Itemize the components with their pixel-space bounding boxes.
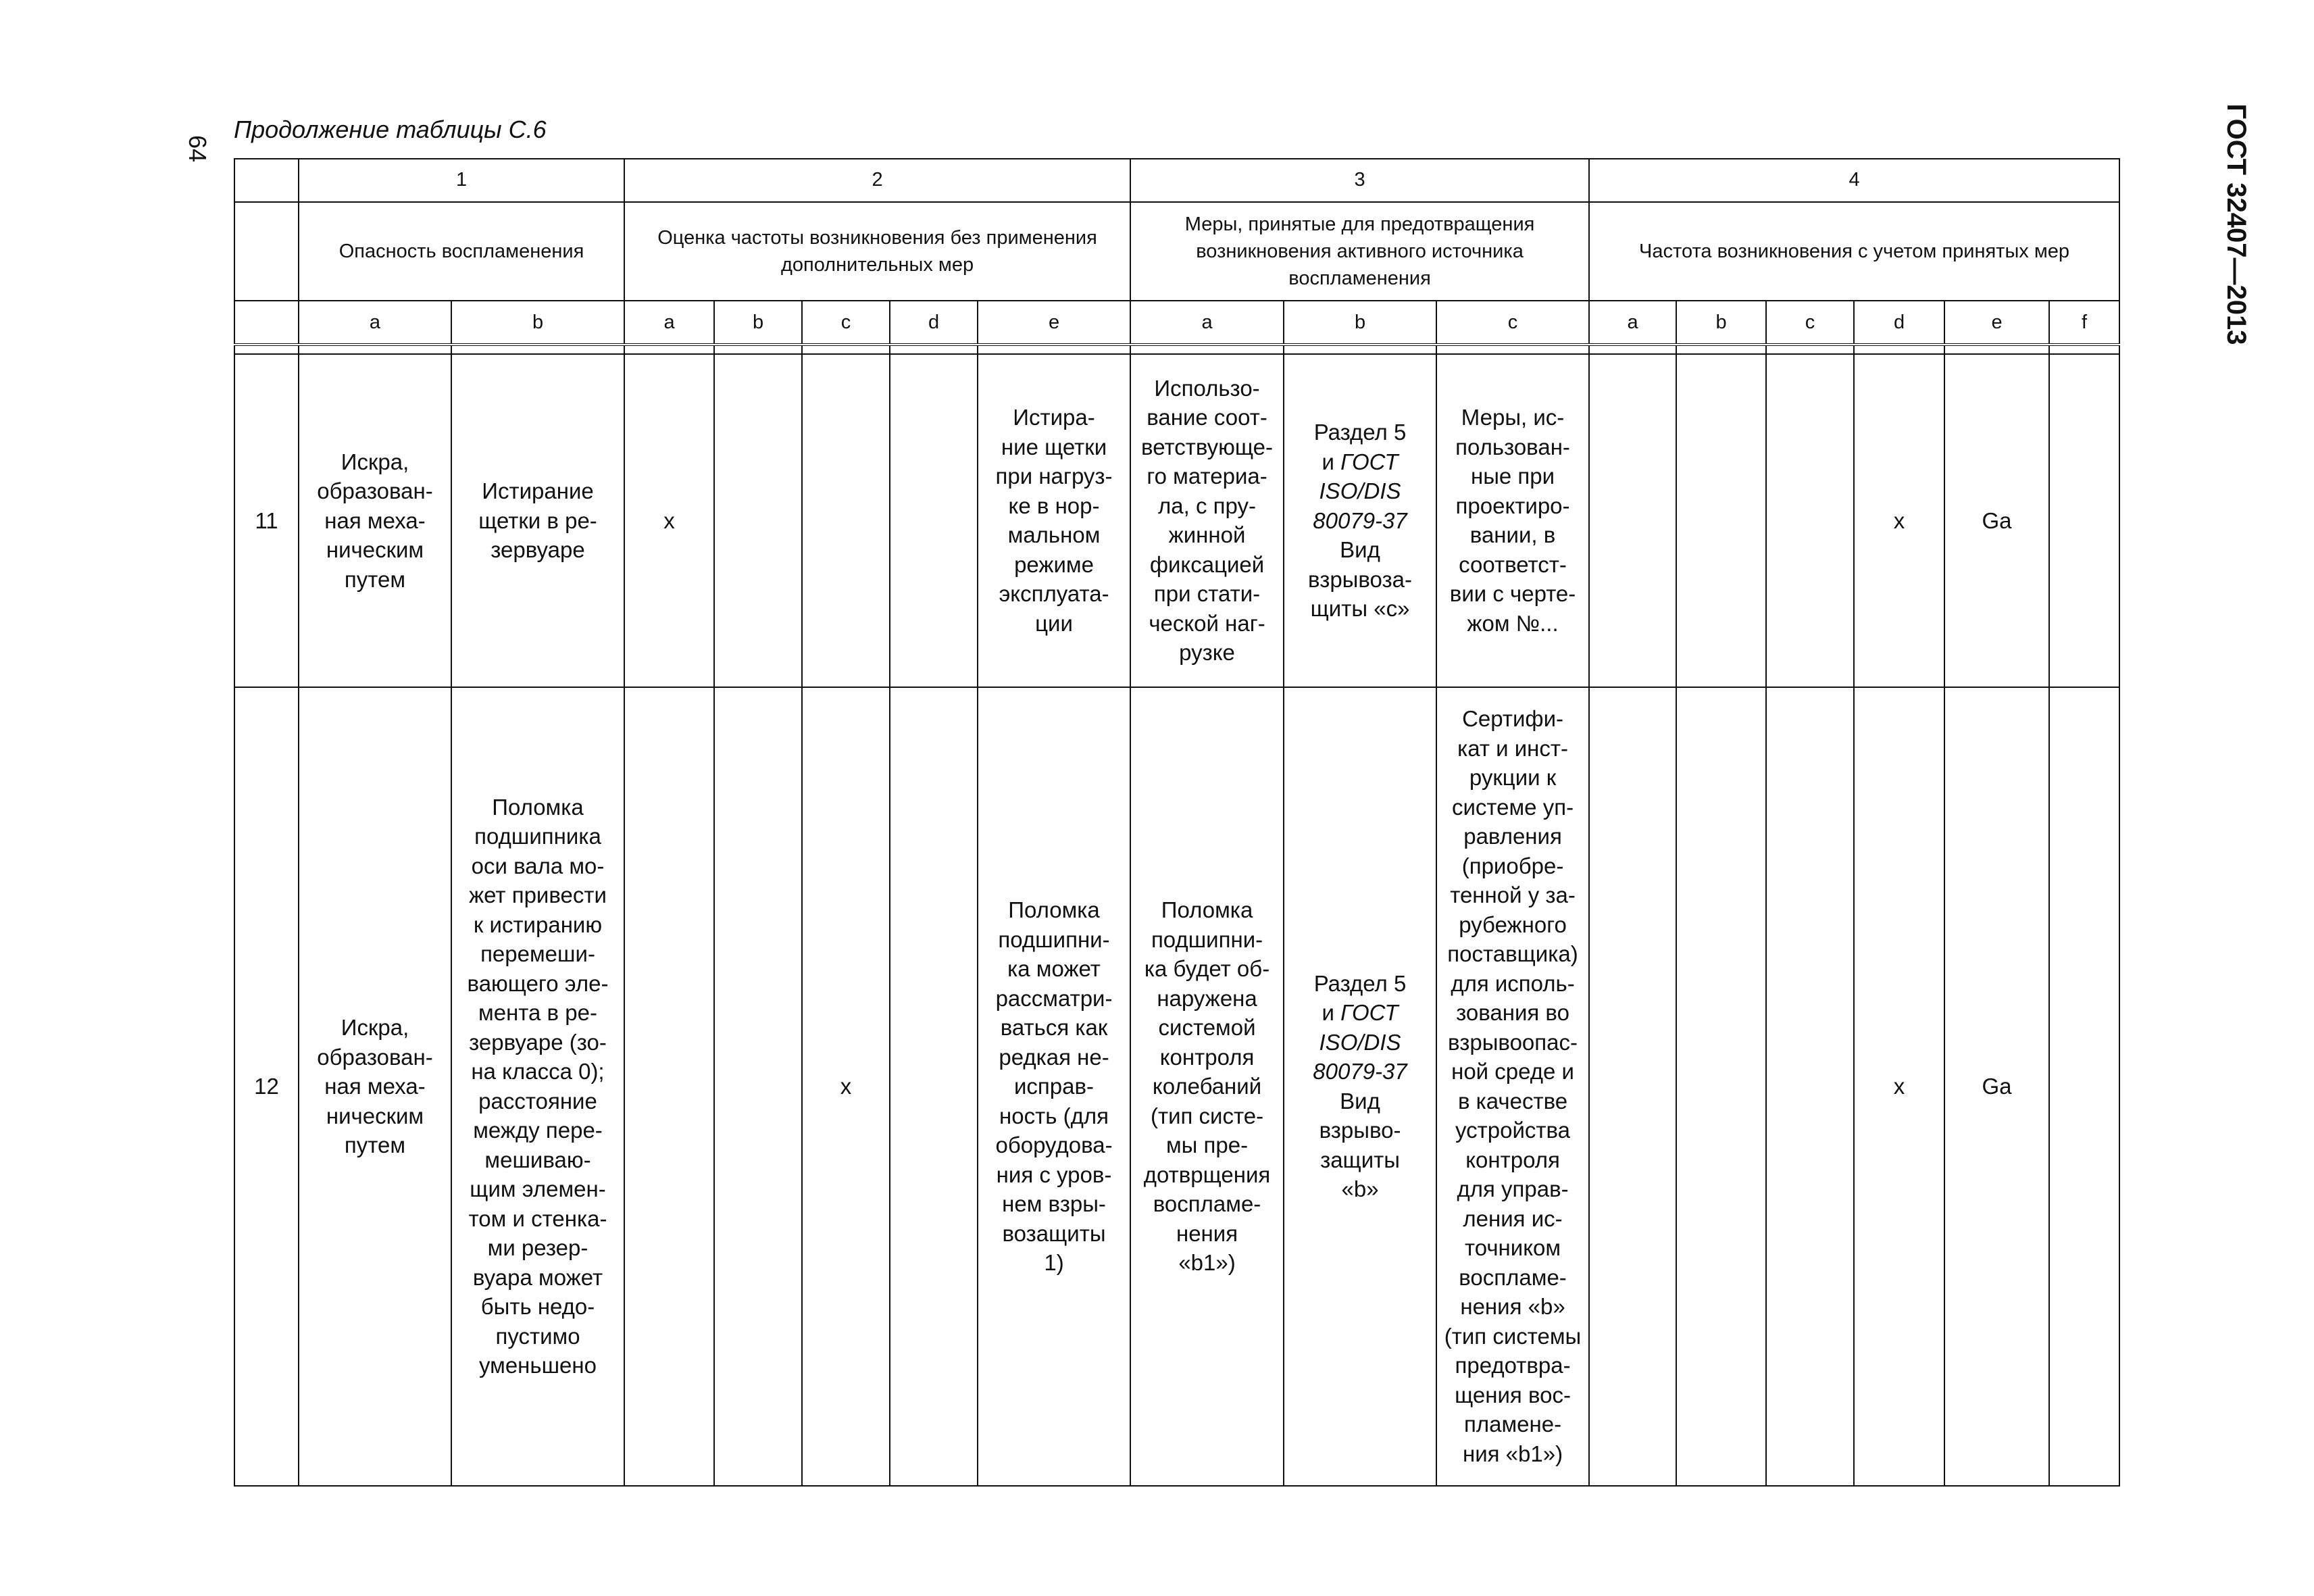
cell-mark (1676, 687, 1766, 1486)
cell-mark (714, 354, 802, 687)
row-number: 12 (234, 687, 299, 1486)
sub-letter: c (802, 301, 890, 345)
sub-letter: b (451, 301, 624, 345)
sub-letter: b (1284, 301, 1436, 345)
page-number: 64 (184, 134, 211, 163)
cell-measure: Поломка подшипни- ка будет об- наружена системой контроля колебаний (тип систе- мы пре- дотврщения воспламе- нения «b1») (1130, 687, 1284, 1486)
cell-mark (1766, 354, 1854, 687)
cell-mark (1589, 687, 1676, 1486)
table-caption: Продолжение таблицы С.6 (234, 116, 547, 143)
cell-frequency-note: Истира- ние щетки при нагруз- ке в нор- мальном режиме эксплуата- ции (978, 354, 1130, 687)
group-title-hazard: Опасность воспламенения (299, 202, 624, 301)
sub-letter: d (1854, 301, 1944, 345)
cell-frequency-note: Поломка подшипни- ка может рассматри- ваться как редкая не- исправ- ность (для оборудова- ния с уров- нем взры- возащиты 1) (978, 687, 1130, 1486)
cell-mark (624, 687, 714, 1486)
sub-letter: c (1436, 301, 1589, 345)
sub-letter: b (1676, 301, 1766, 345)
reference-protection: Вид взрыво- защиты «b» (1319, 1088, 1401, 1202)
cell-hazard-cause: Истирание щетки в ре- зервуаре (451, 354, 624, 687)
group-number-2: 2 (624, 159, 1130, 202)
cell-evidence: Сертифи- кат и инст- рукции к системе уп- равления (приобре- тенной у за- рубежного поставщика) для исполь- зования во взрывоопас- ной среде и в качестве устройства контроля для управ- ления ис- точником воспламе- нения «b» (тип системы предотвра- щения вос- пламене- ния «b1») (1436, 687, 1589, 1486)
row-number: 11 (234, 354, 299, 687)
group-title-prevention-measures: Меры, принятые для предотвращения возникновения активного источника воспламенения (1130, 202, 1589, 301)
table-row (234, 687, 2119, 1486)
row-number-header (234, 159, 299, 202)
cell-mark (2049, 687, 2119, 1486)
cell-mark (714, 687, 802, 1486)
cell-reference (1284, 354, 1436, 687)
cell-mark: x (624, 354, 714, 687)
reference-text: Раздел 5 и (1313, 420, 1407, 474)
header-separator (234, 345, 2119, 354)
sub-letter: e (978, 301, 1130, 345)
row-number-header (234, 202, 299, 301)
cell-hazard-cause: Поломка подшипника оси вала мо- жет привести к истиранию перемеши- вающего эле- мента в ре- зервуаре (зо- на класса 0); расстояние между пере- мешиваю- щим элемен- том и стенка- ми резер- вуара может быть недо- пустимо уменьшено (451, 687, 624, 1486)
sub-letter: d (890, 301, 978, 345)
group-number-3: 3 (1130, 159, 1589, 202)
cell-mark: x (1854, 687, 1944, 1486)
cell-mark (890, 354, 978, 687)
cell-reference (1284, 687, 1436, 1486)
cell-mark (2049, 354, 2119, 687)
header-subletter-row (234, 301, 2119, 345)
table-row (234, 354, 2119, 687)
reference-protection: Вид взрывоза- щиты «c» (1308, 537, 1413, 622)
header-number-row (234, 159, 2119, 202)
sub-letter: a (299, 301, 451, 345)
sub-letter: f (2049, 301, 2119, 345)
cell-category: Ga (1944, 687, 2049, 1486)
cell-evidence: Меры, ис- пользован- ные при проектиро- вании, в соответст- вии с черте- жом №... (1436, 354, 1589, 687)
cell-category: Ga (1944, 354, 2049, 687)
cell-mark (1676, 354, 1766, 687)
reference-standard: ГОСТ ISO/DIS 80079-37 (1313, 449, 1407, 533)
cell-hazard-type: Искра, образован- ная меха- ническим путем (299, 354, 451, 687)
row-number-header (234, 301, 299, 345)
group-number-1: 1 (299, 159, 624, 202)
cell-mark (890, 687, 978, 1486)
cell-measure: Использо- вание соот- ветствующе- го материа- ла, с пру- жинной фиксацией при стати- ческой наг- рузке (1130, 354, 1284, 687)
sub-letter: c (1766, 301, 1854, 345)
group-title-frequency-without-measures: Оценка частоты возникновения без применения дополнительных мер (624, 202, 1130, 301)
cell-mark: x (1854, 354, 1944, 687)
group-title-frequency-with-measures: Частота возникновения с учетом принятых мер (1589, 202, 2119, 301)
standard-designation: ГОСТ 32407—2013 (2221, 103, 2251, 345)
hazard-table (234, 158, 2120, 1487)
header-title-row (234, 202, 2119, 301)
cell-mark (1589, 354, 1676, 687)
cell-hazard-type: Искра, образован- ная меха- ническим путем (299, 687, 451, 1486)
cell-mark (802, 354, 890, 687)
cell-mark: x (802, 687, 890, 1486)
reference-text: Раздел 5 и (1313, 970, 1407, 1026)
sub-letter: a (1589, 301, 1676, 345)
reference-standard: ГОСТ ISO/DIS 80079-37 (1313, 1000, 1407, 1084)
cell-mark (1766, 687, 1854, 1486)
group-number-4: 4 (1589, 159, 2119, 202)
sub-letter: b (714, 301, 802, 345)
sub-letter: a (1130, 301, 1284, 345)
sub-letter: a (624, 301, 714, 345)
sub-letter: e (1944, 301, 2049, 345)
